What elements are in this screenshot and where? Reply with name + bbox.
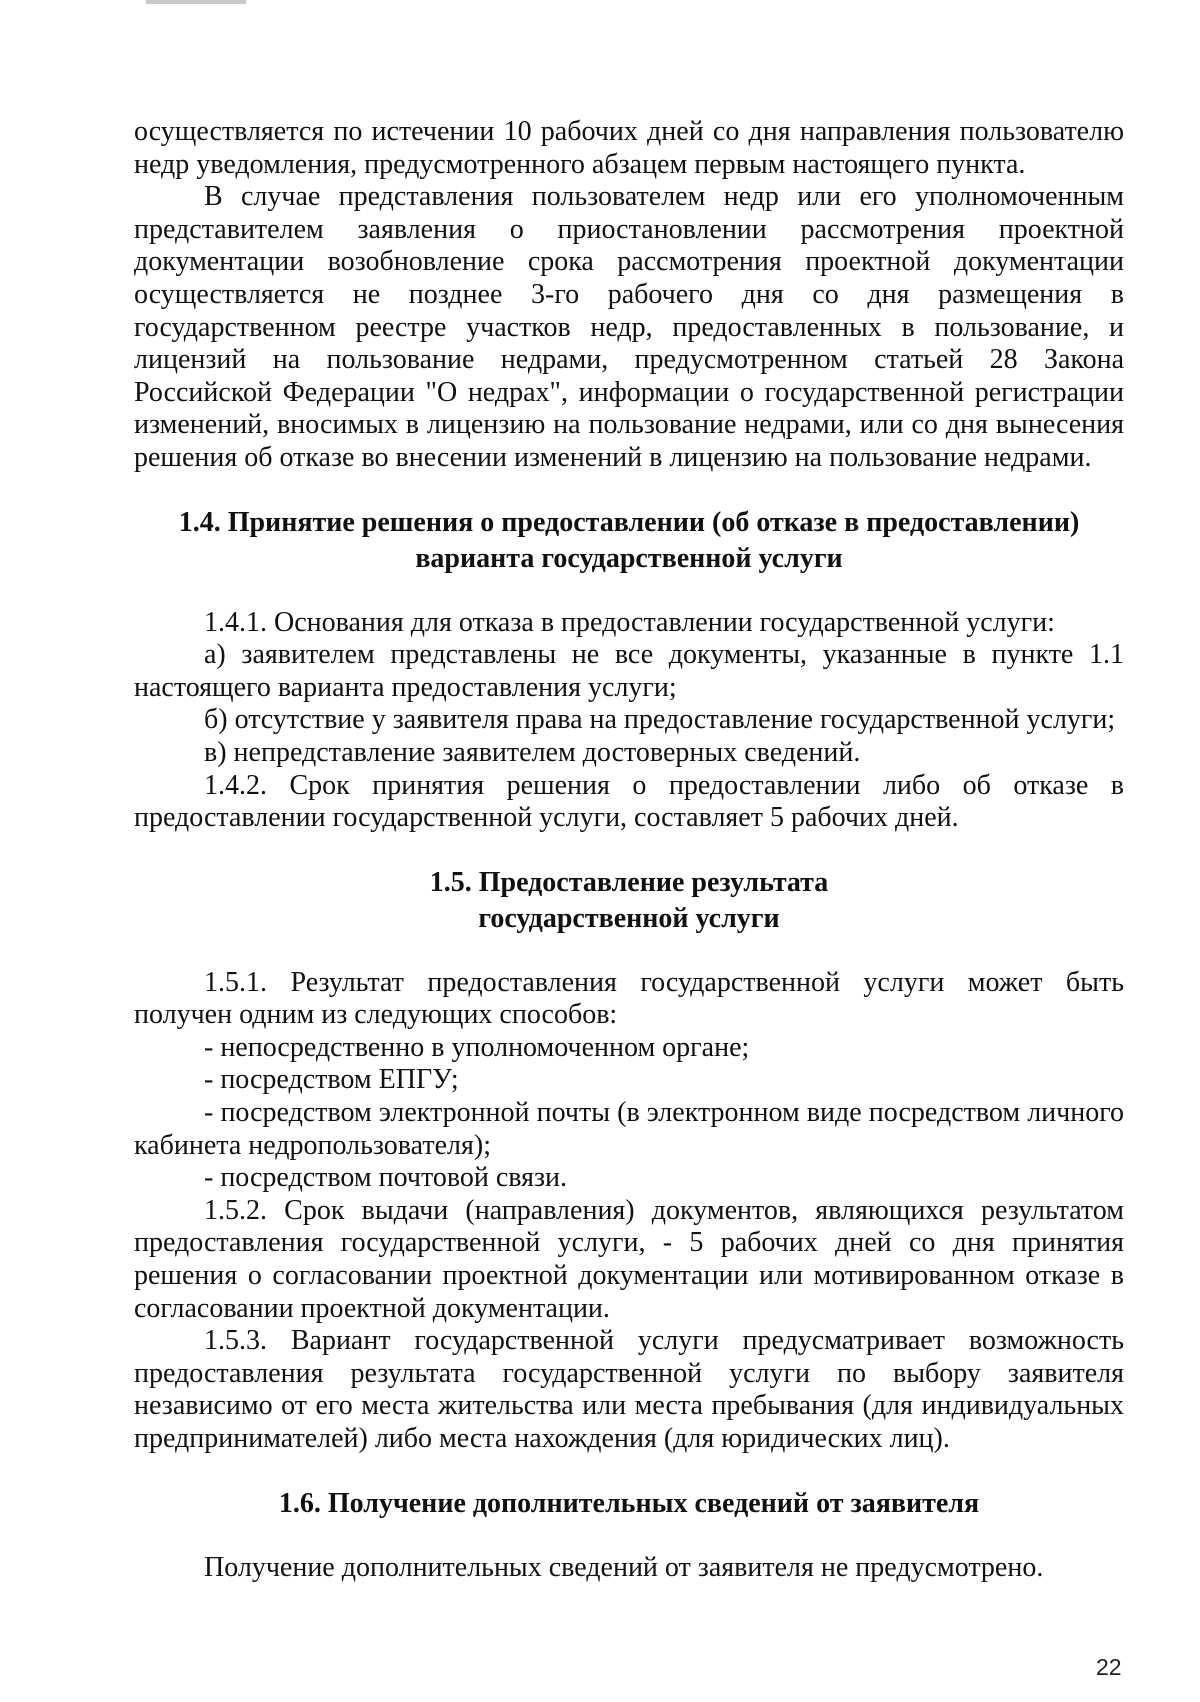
paragraph-1-6: Получение дополнительных сведений от заявителя не предусмотрено. [204, 1551, 1044, 1583]
list-item-1-4-c: в) непредставление заявителем достоверных сведений. [204, 736, 861, 768]
section-1-4 [134, 505, 1124, 835]
list-item-post: - посредством почтовой связи. [204, 1162, 568, 1194]
paragraph-1-4-2: 1.4.2. Срок принятия решения о предоставлении либо об отказе в предоставлении государственной услуги, составляет 5 рабочих дней. [134, 769, 1124, 834]
section-1-6 [134, 1486, 1124, 1585]
paragraph-suspension-resumption: В случае представления пользователем недр или его уполномоченным представителем заявления о приостановлении рассмотрения проектной документации возобновление срока рассмотрения проектной документации осуществляется не позднее 3-го рабочего дня со дня размещения в государственном реестре участков недр, предоставленных в пользование, и лицензий на пользование недрами, предусмотренном статьей 28 Закона Российской Федерации "О недрах", информации о государственной регистрации изменений, вносимых в лицензию на пользование недрами, или со дня вынесения решения об отказе во внесении изменений в лицензию на пользование недрами. [134, 181, 1124, 473]
list-item-1-4-a: а) заявителем представлены не все документы, указанные в пункте 1.1 настоящего варианта предоставления услуги; [134, 639, 1124, 703]
paragraph-continuation: осуществляется по истечении 10 рабочих дней со дня направления пользователю недр уведомления, предусмотренного абзацем первым настоящего пункта. [134, 116, 1124, 180]
list-item-epgu: - посредством ЕПГУ; [204, 1064, 459, 1096]
list-item-in-authority: - непосредственно в уполномоченном органе; [204, 1031, 750, 1063]
list-item-1-4-b: б) отсутствие у заявителя права на предоставление государственной услуги; [204, 704, 1116, 736]
paragraph-1-5-1: 1.5.1. Результат предоставления государственной услуги может быть получен одним из следующих способов: [134, 966, 1124, 1031]
document-body [134, 116, 1124, 1584]
scan-artifact [146, 0, 246, 4]
section-heading-1-4-line2: варианта государственной услуги [415, 542, 843, 574]
section-heading-1-5-line2: государственной услуги [478, 902, 780, 934]
list-item-email: - посредством электронной почты (в электронном виде посредством личного кабинета недропользователя); [134, 1097, 1124, 1161]
section-heading-1-6: 1.6. Получение дополнительных сведений от заявителя [278, 1487, 980, 1519]
page-number: 22 [1096, 1654, 1122, 1680]
section-heading-1-5-line1: 1.5. Предоставление результата [429, 866, 829, 898]
paragraph-1-4-1: 1.4.1. Основания для отказа в предоставлении государственной услуги: [204, 606, 1055, 638]
section-heading-1-4-line1: 1.4. Принятие решения о предоставлении (об отказе в предоставлении) [178, 506, 1080, 538]
paragraph-1-5-3: 1.5.3. Вариант государственной услуги предусматривает возможность предоставления результата государственной услуги по выбору заявителя независимо от его места жительства или места пребывания (для индивидуальных предпринимателей) либо места нахождения (для юридических лиц). [134, 1325, 1124, 1454]
paragraph-1-5-2: 1.5.2. Срок выдачи (направления) документов, являющихся результатом предоставления государственной услуги, - 5 рабочих дней со дня принятия решения о согласовании проектной документации или мотивированном отказе в согласовании проектной документации. [134, 1194, 1124, 1324]
section-1-5 [134, 865, 1124, 1456]
